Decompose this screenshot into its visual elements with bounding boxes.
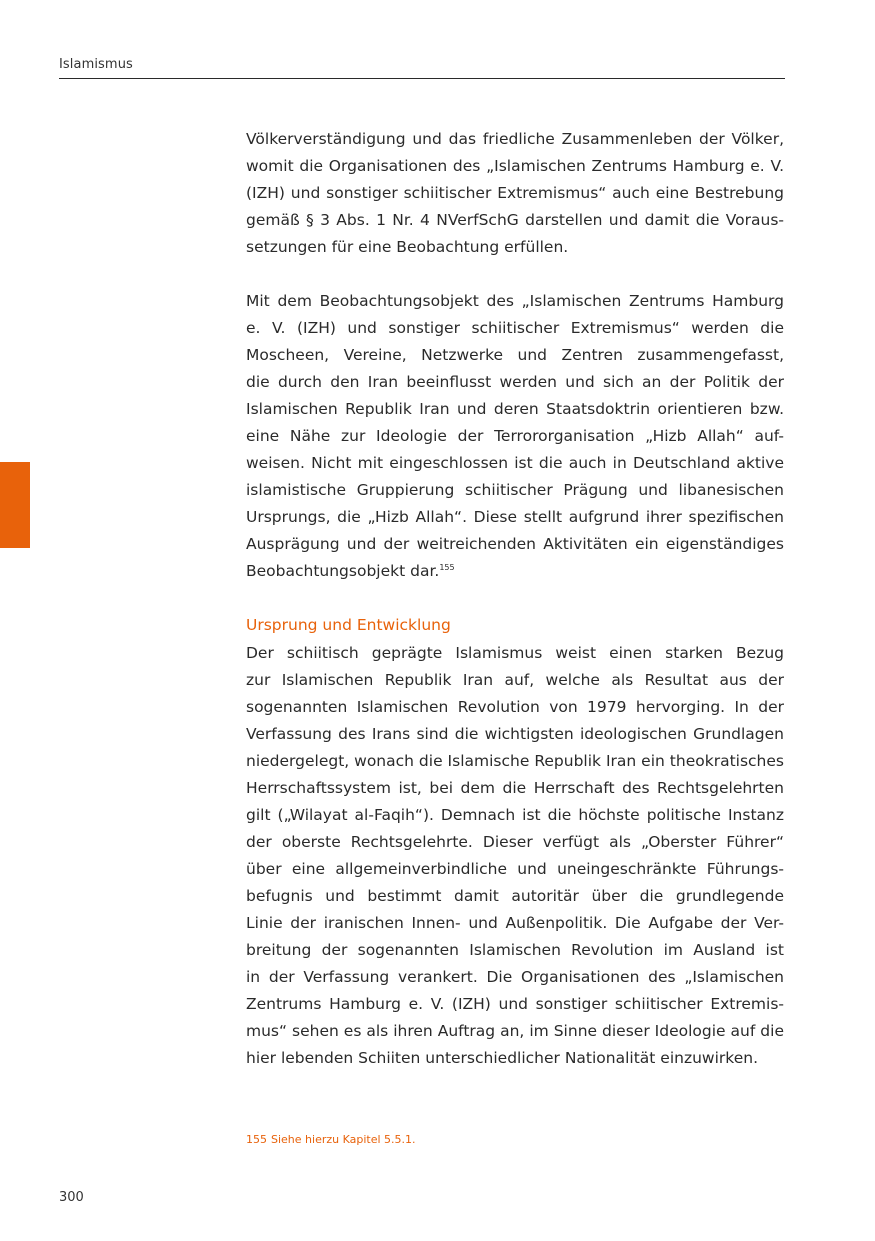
paragraph-line: e. V. (IZH) und sonstiger schiitischer Extremismus“ werden die — [246, 319, 784, 337]
paragraph-line: der oberste Rechtsgelehrte. Dieser verfügt als „Oberster Führer“ — [246, 833, 784, 851]
paragraph-line: die durch den Iran beeinflusst werden und sich an der Politik der — [246, 373, 784, 391]
paragraph-line: Völkerverständigung und das friedliche Zusammenleben der Völker, — [246, 130, 784, 148]
paragraph-line: islamistische Gruppierung schiitischer Prägung und libanesischen — [246, 481, 784, 499]
paragraph-line: Herrschaftssystem ist, bei dem die Herrschaft des Rechtsgelehrten — [246, 779, 784, 797]
paragraph-line: eine Nähe zur Ideologie der Terrororganisation „Hizb Allah“ auf- — [246, 427, 784, 445]
paragraph-line: befugnis und bestimmt damit autoritär über die grundlegende — [246, 887, 784, 905]
running-header: Islamismus — [59, 57, 133, 72]
paragraph-line: Der schiitisch geprägte Islamismus weist einen starken Bezug — [246, 644, 784, 662]
paragraph-line: weisen. Nicht mit eingeschlossen ist die auch in Deutschland aktive — [246, 454, 784, 472]
paragraph-line: Mit dem Beobachtungsobjekt des „Islamischen Zentrums Hamburg — [246, 292, 784, 310]
paragraph-line: Moscheen, Vereine, Netzwerke und Zentren zusammengefasst, — [246, 346, 784, 364]
paragraph-line: Islamischen Republik Iran und deren Staatsdoktrin orientieren bzw. — [246, 400, 784, 418]
paragraph-line: breitung der sogenannten Islamischen Revolution im Ausland ist — [246, 941, 784, 959]
paragraph-line: in der Verfassung verankert. Die Organisationen des „Islamischen — [246, 968, 784, 986]
footnote-text: Siehe hierzu Kapitel 5.5.1. — [271, 1133, 416, 1146]
paragraph-line: niedergelegt, wonach die Islamische Republik Iran ein theokratisches — [246, 752, 784, 770]
paragraph-line: gemäß § 3 Abs. 1 Nr. 4 NVerfSchG darstellen und damit die Voraus- — [246, 211, 784, 229]
paragraph-1 — [246, 126, 784, 261]
paragraph-line: gilt („Wilayat al-Faqih“). Demnach ist die höchste politische Instanz — [246, 806, 784, 824]
section-heading: Ursprung und Entwicklung — [246, 616, 451, 634]
paragraph-line: Zentrums Hamburg e. V. (IZH) und sonstiger schiitischer Extremis- — [246, 995, 784, 1013]
footnote-reference[interactable]: 155 — [439, 563, 455, 572]
paragraph-line: setzungen für eine Beobachtung erfüllen. — [246, 238, 569, 256]
paragraph-line: hier lebenden Schiiten unterschiedlicher Nationalität einzuwirken. — [246, 1049, 758, 1067]
page-number: 300 — [59, 1190, 84, 1205]
paragraph-line: mus“ sehen es als ihren Auftrag an, im Sinne dieser Ideologie auf die — [246, 1022, 784, 1040]
footnote-number: 155 — [246, 1133, 267, 1146]
footnote — [246, 1133, 416, 1146]
paragraph-line: womit die Organisationen des „Islamischen Zentrums Hamburg e. V. — [246, 157, 784, 175]
paragraph-line: sogenannten Islamischen Revolution von 1979 hervorging. In der — [246, 698, 784, 716]
paragraph-line: zur Islamischen Republik Iran auf, welche als Resultat aus der — [246, 671, 784, 689]
paragraph-line-text: Beobachtungsobjekt dar. — [246, 562, 440, 580]
paragraph-line: Linie der iranischen Innen- und Außenpolitik. Die Aufgabe der Ver- — [246, 914, 784, 932]
paragraph-line: über eine allgemeinverbindliche und uneingeschränkte Führungs- — [246, 860, 784, 878]
paragraph-3 — [246, 640, 784, 1072]
header-rule — [59, 78, 785, 79]
paragraph-2 — [246, 288, 784, 585]
paragraph-line: Ausprägung und der weitreichenden Aktivitäten ein eigenständiges — [246, 535, 784, 553]
paragraph-line: (IZH) und sonstiger schiitischer Extremismus“ auch eine Bestrebung — [246, 184, 784, 202]
paragraph-line: Verfassung des Irans sind die wichtigsten ideologischen Grundlagen — [246, 725, 784, 743]
paragraph-last-line — [246, 558, 784, 585]
chapter-side-tab — [0, 462, 30, 548]
paragraph-line: Ursprungs, die „Hizb Allah“. Diese stellt aufgrund ihrer spezifischen — [246, 508, 784, 526]
